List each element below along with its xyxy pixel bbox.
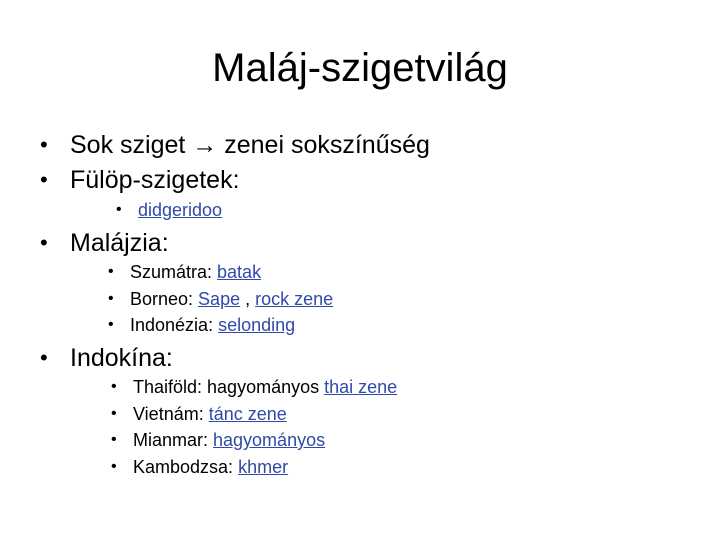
item-prefix: Vietnám:: [133, 404, 209, 424]
list-item: [111, 376, 398, 398]
link-hagyomanyos[interactable]: hagyományos: [213, 430, 326, 450]
item-prefix: Kambodzsa:: [133, 457, 239, 477]
link-batak[interactable]: batak: [217, 262, 262, 282]
list-item: [116, 199, 223, 221]
bullet-sok-sziget: [40, 130, 430, 160]
link-rock-zene[interactable]: rock zene: [255, 289, 334, 309]
bullet-dot: •: [111, 378, 117, 395]
indokina-label: Indokína:: [70, 344, 173, 372]
bullet-dot: •: [111, 405, 117, 422]
bullet-dot: •: [111, 458, 117, 475]
bullet-dot: •: [40, 230, 48, 255]
link-selonding[interactable]: selonding: [218, 315, 296, 335]
item-prefix: Mianmar:: [133, 430, 214, 450]
sok-sziget-text: Sok sziget: [70, 131, 186, 159]
bullet-fulop-szigetek: [40, 165, 240, 195]
malajzia-label: Malájzia:: [70, 229, 169, 257]
item-prefix: Thaiföld: hagyományos: [133, 377, 325, 397]
list-item: [108, 314, 296, 336]
list-item: [108, 288, 334, 310]
link-tanc-zene[interactable]: tánc zene: [208, 404, 287, 424]
fulop-szigetek-label: Fülöp-szigetek:: [70, 166, 240, 194]
zenei-sokszinuseg-text: zenei sokszínűség: [224, 131, 430, 159]
link-sape[interactable]: Sape: [198, 289, 241, 309]
link-thai-zene[interactable]: thai zene: [324, 377, 398, 397]
bullet-malajzia: [40, 228, 169, 258]
link-didgeridoo[interactable]: didgeridoo: [138, 200, 223, 220]
item-prefix: Borneo:: [130, 289, 199, 309]
bullet-dot: •: [40, 132, 48, 157]
bullet-dot: •: [40, 167, 48, 192]
list-item: [111, 403, 287, 425]
bullet-dot: •: [108, 290, 114, 307]
arrow-right-icon: →: [192, 131, 218, 159]
bullet-dot: •: [108, 263, 114, 280]
list-item: [111, 429, 326, 451]
list-item: [108, 261, 262, 283]
item-separator: ,: [240, 289, 256, 309]
list-item: [111, 456, 289, 478]
link-khmer[interactable]: khmer: [238, 457, 289, 477]
slide-title: Maláj-szigetvilág: [212, 46, 508, 90]
bullet-dot: •: [40, 345, 48, 370]
bullet-dot: •: [111, 431, 117, 448]
bullet-indokina: [40, 343, 173, 373]
bullet-dot: •: [116, 201, 122, 218]
item-prefix: Szumátra:: [130, 262, 218, 282]
item-prefix: Indonézia:: [130, 315, 219, 335]
bullet-dot: •: [108, 316, 114, 333]
